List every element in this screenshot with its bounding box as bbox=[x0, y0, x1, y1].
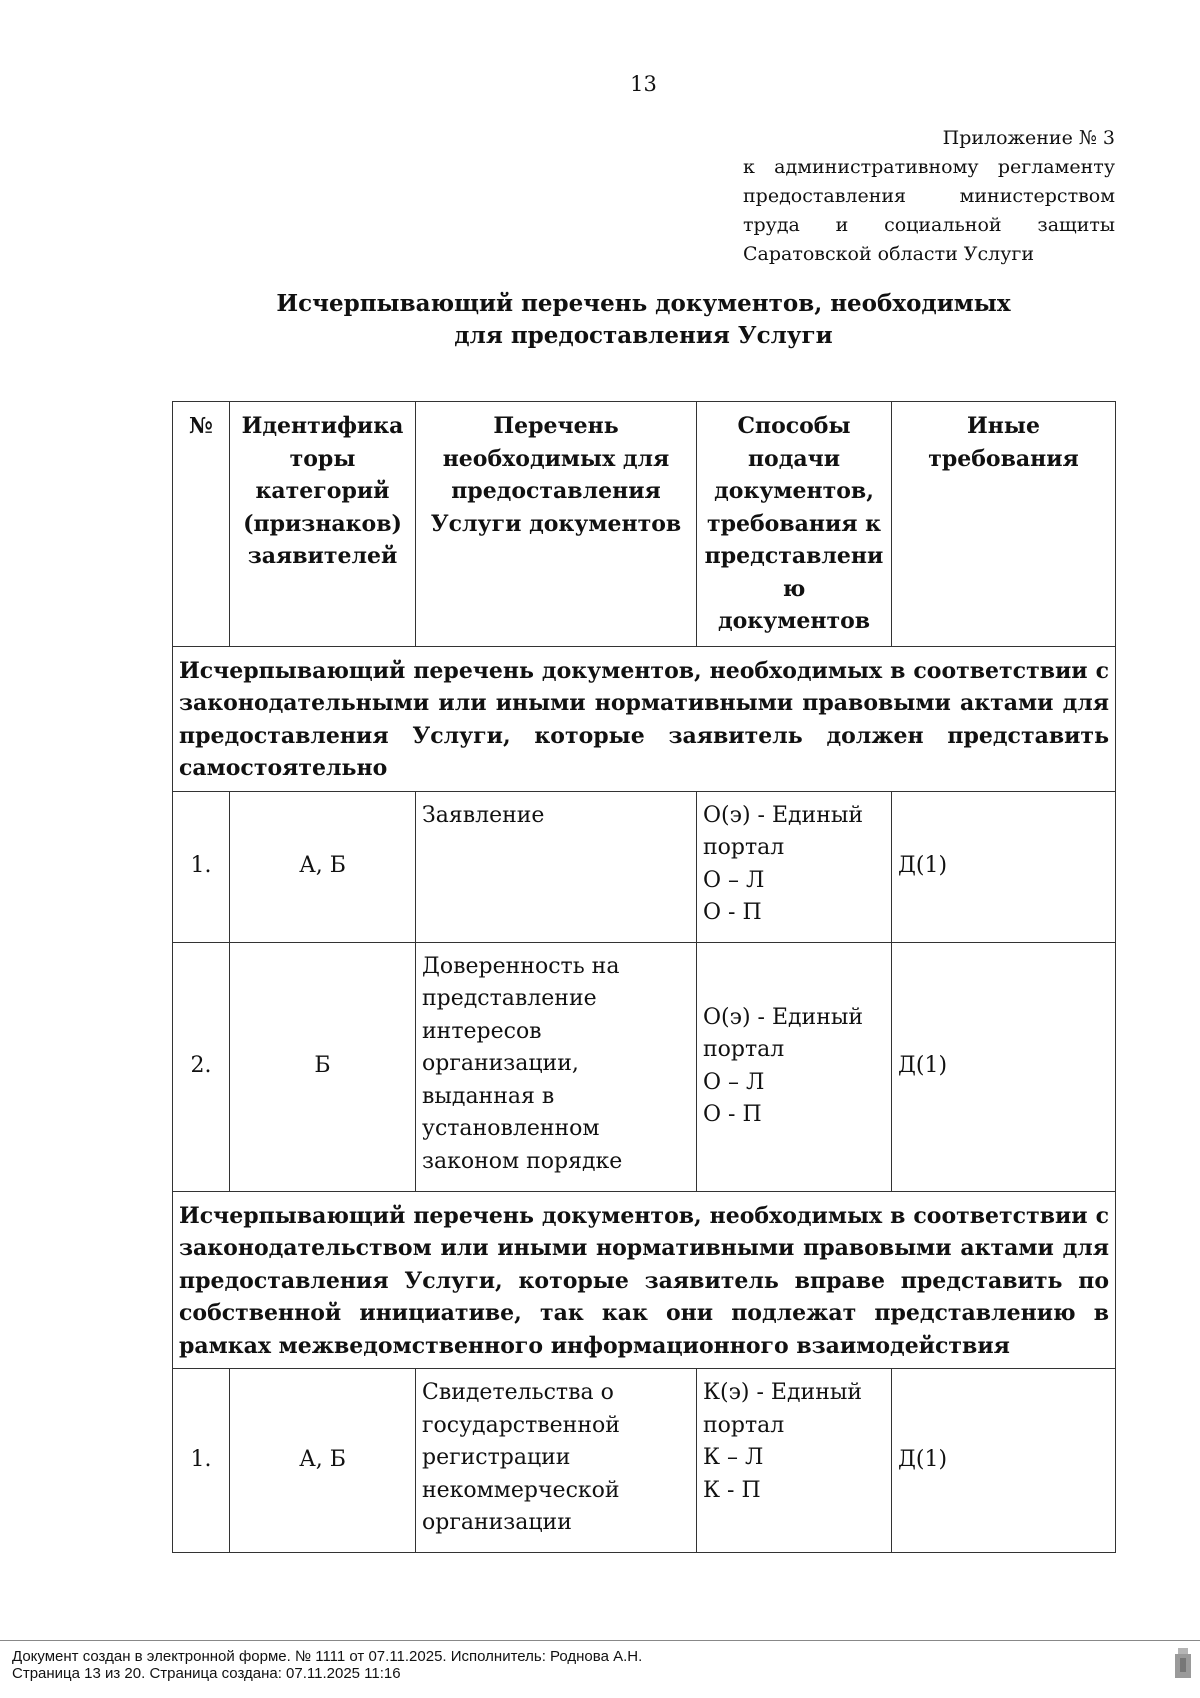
appendix-title: Приложение № 3 bbox=[942, 127, 1115, 149]
header-number: № bbox=[173, 402, 230, 647]
method-line: О(э) - Единый портал bbox=[703, 1004, 864, 1062]
method-line: О – Л bbox=[703, 1069, 765, 1095]
row-number: 2. bbox=[173, 942, 230, 1191]
row-categories: А, Б bbox=[230, 791, 416, 942]
document-title-line1: Исчерпывающий перечень документов, необходимых bbox=[276, 290, 1011, 317]
header-categories: Идентифика торы категорий (признаков) заявителей bbox=[230, 402, 416, 647]
footer bbox=[12, 1648, 1162, 1682]
row-document: Доверенность на представление интересов организации, выданная в установленном законом порядке bbox=[416, 942, 697, 1191]
method-line: О – Л bbox=[703, 867, 765, 893]
page-number: 13 bbox=[630, 72, 657, 96]
method-line: О - П bbox=[703, 1102, 762, 1127]
row-document: Свидетельства о государственной регистрации некоммерческой организации bbox=[416, 1369, 697, 1553]
header-methods: Способы подачи документов, требования к представлени ю документов bbox=[697, 402, 892, 647]
row-other-requirements: Д(1) bbox=[892, 1369, 1116, 1553]
document-title bbox=[172, 288, 1115, 352]
section-1-heading: Исчерпывающий перечень документов, необходимых в соответствии с законодательными или иными нормативными правовыми актами для предоставления Услуги, которые заявитель должен представить самостоятельно bbox=[173, 646, 1116, 791]
method-line: К - П bbox=[703, 1477, 761, 1503]
table-row bbox=[173, 791, 1116, 942]
row-number: 1. bbox=[173, 791, 230, 942]
header-documents: Перечень необходимых для предоставления Услуги документов bbox=[416, 402, 697, 647]
appendix-text: к административному регламенту предоставления министерством труда и социальной защиты Саратовской области Услуги bbox=[743, 156, 1115, 265]
header-other-requirements: Иные требования bbox=[892, 402, 1116, 647]
footer-divider bbox=[0, 1640, 1200, 1641]
method-line: К(э) - Единый портал bbox=[703, 1380, 863, 1438]
method-line: К – Л bbox=[703, 1445, 764, 1470]
footer-line-1: Документ создан в электронной форме. № 1111 от 07.11.2025. Исполнитель: Роднова А.Н. bbox=[12, 1648, 643, 1665]
row-methods bbox=[697, 1369, 892, 1553]
table-row bbox=[173, 1369, 1116, 1553]
coat-of-arms-icon bbox=[1172, 1646, 1194, 1680]
row-categories: Б bbox=[230, 942, 416, 1191]
row-number: 1. bbox=[173, 1369, 230, 1553]
row-other-requirements: Д(1) bbox=[892, 942, 1116, 1191]
row-categories: А, Б bbox=[230, 1369, 416, 1553]
row-other-requirements: Д(1) bbox=[892, 791, 1116, 942]
footer-line-2: Страница 13 из 20. Страница создана: 07.11.2025 11:16 bbox=[12, 1665, 401, 1682]
row-document: Заявление bbox=[416, 791, 697, 942]
document-title-line2: для предоставления Услуги bbox=[454, 322, 833, 349]
table-row bbox=[173, 942, 1116, 1191]
method-line: О(э) - Единый портал bbox=[703, 802, 864, 860]
row-methods bbox=[697, 942, 892, 1191]
documents-table bbox=[172, 401, 1116, 1553]
section-row bbox=[173, 1191, 1116, 1369]
section-row bbox=[173, 646, 1116, 791]
method-line: О - П bbox=[703, 900, 762, 925]
appendix-block bbox=[743, 124, 1115, 269]
row-methods bbox=[697, 791, 892, 942]
section-2-heading: Исчерпывающий перечень документов, необходимых в соответствии с законодательством или иными нормативными правовыми актами для предоставления Услуги, которые заявитель вправе представить по собственной инициативе, так как они подлежат представлению в рамках межведомственного информационного взаимодействия bbox=[173, 1191, 1116, 1369]
table-header-row bbox=[173, 402, 1116, 647]
